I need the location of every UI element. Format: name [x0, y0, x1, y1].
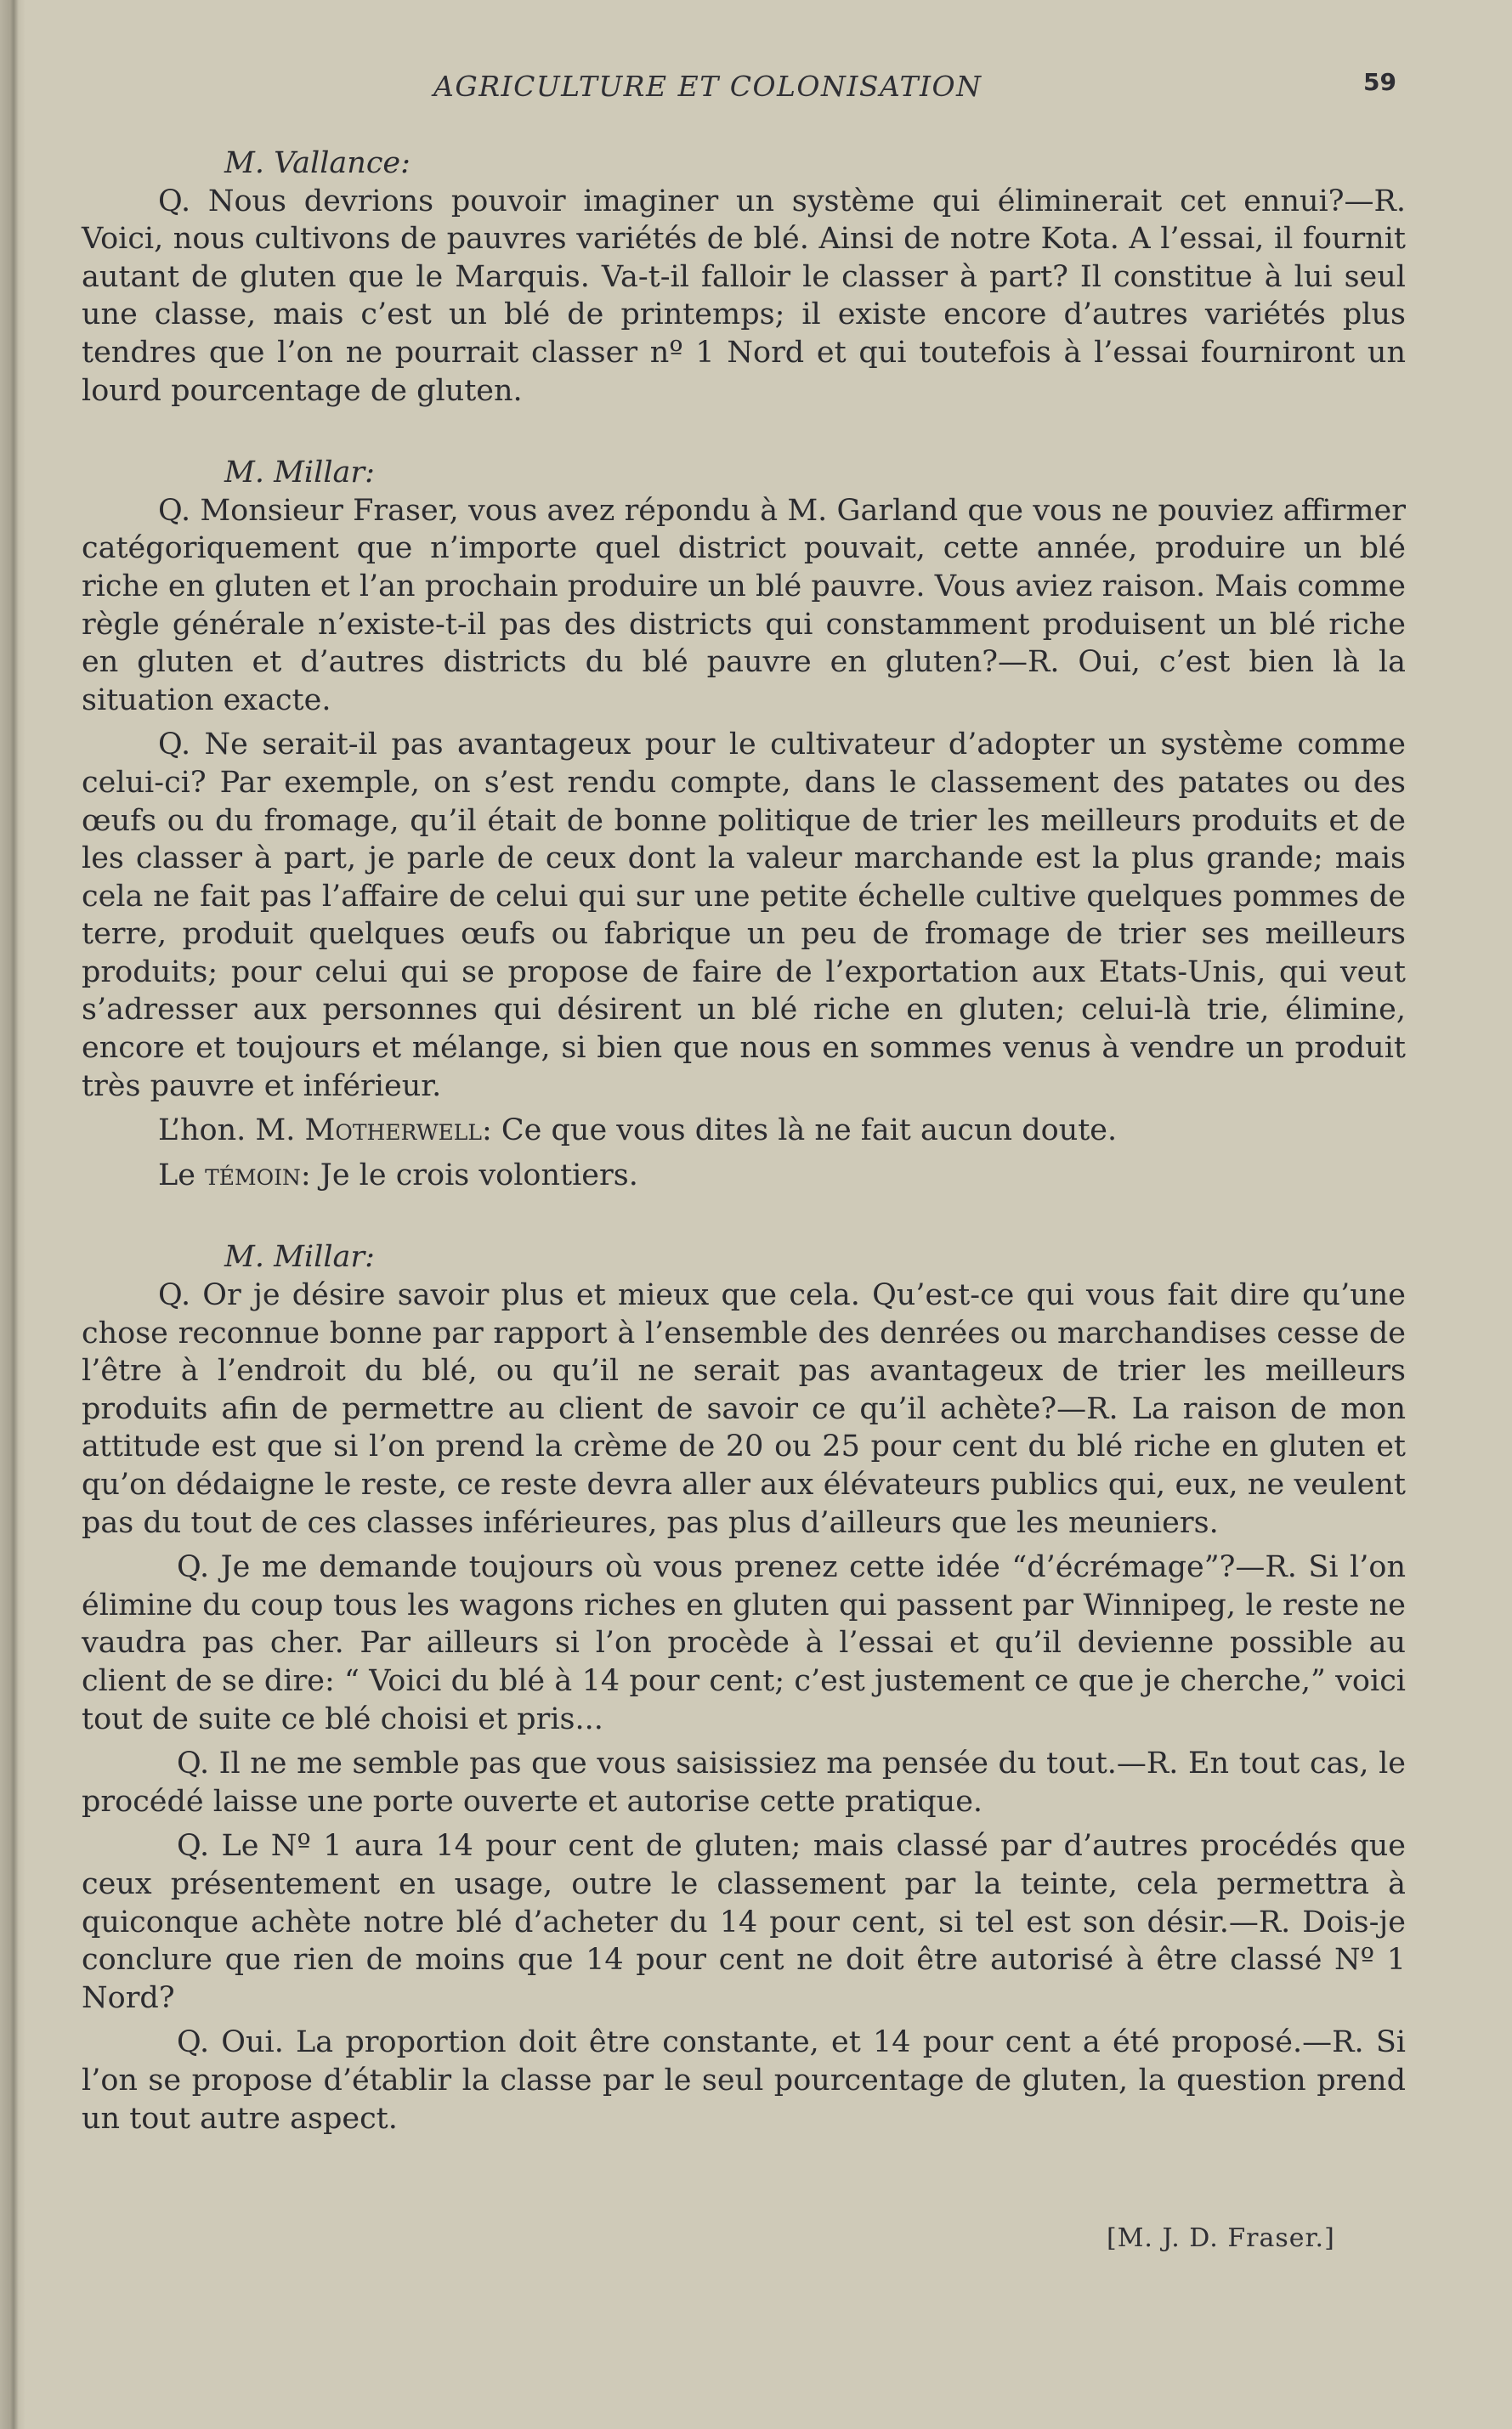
- paragraph: Q. Ne serait-il pas avantageux pour le cultivateur d’adopter un système comme celui-ci? Par exemple, on s’est rendu compte, dans le classement des patates ou des œufs ou du fromage, qu’il était de bonne politique de trier les meilleurs produits et de les classer à part, je parle de ceux dont la valeur marchande est la plus grande; mais cela ne fait pas l’affaire de celui qui sur une petite échelle cultive quelques pommes de terre, produit quelques œufs ou fabrique un peu de fromage de trier ses meilleurs produits; pour celui qui se propose de faire de l’exportation aux Etats-Unis, qui veut s’adresser aux personnes qui désirent un blé riche en gluten; celui-là trie, élimine, encore et toujours et mélange, si bien que nous en sommes venus à vendre un produit très pauvre et inférieur.: [82, 728, 1406, 1103]
- paragraph: Q. Il ne me semble pas que vous saisissiez ma pensée du tout.—R. En tout cas, le procédé laisse une porte ouverte et autorise cette pratique.: [82, 1747, 1406, 1819]
- running-header: AGRICULTURE ET COLONISATION: [433, 70, 983, 103]
- statement: : Ce que vous dites là ne fait aucun doute.: [481, 1113, 1118, 1148]
- paragraph: Q. Monsieur Fraser, vous avez répondu à M. Garland que vous ne pouviez affirmer catégoriquement que n’importe quel district pouvait, cette année, produire un blé riche en gluten et l’an prochain produire un blé pauvre. Vous aviez raison. Mais comme règle générale n’existe-t-il pas des districts qui constamment produisent un blé riche en gluten et d’autres districts du blé pauvre en gluten?—R. Oui, c’est bien là la situation exacte.: [82, 493, 1406, 717]
- speaker-prefix: Le: [158, 1158, 206, 1192]
- body-text: [82, 144, 1406, 2137]
- statement: : Je le crois volontiers.: [300, 1158, 638, 1192]
- paragraph: Q. Oui. La proportion doit être constante, et 14 pour cent a été proposé.—R. Si l’on se propose d’établir la classe par le seul pourcentage de gluten, la question prend un tout autre aspect.: [82, 2025, 1406, 2136]
- speaker-label: M. Millar:: [224, 1240, 375, 1275]
- paragraph: [82, 1112, 1406, 1150]
- paragraph: Q. Le Nº 1 aura 14 pour cent de gluten; mais classé par d’autres procédés que ceux présentement en usage, outre le classement par la teinte, cela permettra à quiconque achète notre blé d’acheter du 14 pour cent, si tel est son désir.—R. Dois-je conclure que rien de moins que 14 pour cent ne doit être autorisé à être classé Nº 1 Nord?: [82, 1829, 1406, 2015]
- paragraph: Q. Nous devrions pouvoir imaginer un système qui éliminerait cet ennui?—R. Voici, nous cultivons de pauvres variétés de blé. Ainsi de notre Kota. A l’essai, il fournit autant de gluten que le Marquis. Va-t-il falloir le classer à part? Il constitue à lui seul une classe, mais c’est un blé de printemps; il existe encore d’autres variétés plus tendres que l’on ne pourrait classer nº 1 Nord et qui toutefois à l’essai fourniront un lourd pourcentage de gluten.: [82, 184, 1406, 408]
- speaker-name: témoin: [205, 1158, 301, 1192]
- witness-signature: [M. J. D. Fraser.]: [1107, 2223, 1335, 2253]
- speaker-label: M. Vallance:: [224, 146, 411, 180]
- speaker-label: M. Millar:: [224, 456, 375, 490]
- speaker-prefix: L’hon. M.: [158, 1113, 305, 1148]
- page-number: 59: [1363, 68, 1396, 96]
- paragraph: [82, 1157, 1406, 1195]
- speaker-name: Motherwell: [304, 1113, 482, 1148]
- paragraph: Q. Je me demande toujours où vous prenez cette idée “d’écrémage”?—R. Si l’on élimine du coup tous les wagons riches en gluten qui passent par Winnipeg, le reste ne vaudra pas cher. Par ailleurs si l’on procède à l’essai et qu’il devienne possible au client de se dire: “ Voici du blé à 14 pour cent; c’est justement ce que je cherche,” voici tout de suite ce blé choisi et pris...: [82, 1550, 1406, 1736]
- paragraph: Q. Or je désire savoir plus et mieux que cela. Qu’est-ce qui vous fait dire qu’une chose reconnue bonne par rapport à l’ensemble des denrées ou marchandises cesse de l’être à l’endroit du blé, ou qu’il ne serait pas avantageux de trier les meilleurs produits afin de permettre au client de savoir ce qu’il achète?—R. La raison de mon attitude est que si l’on prend la crème de 20 ou 25 pour cent du blé riche en gluten et qu’on dédaigne le reste, ce reste devra aller aux élévateurs publics qui, eux, ne veulent pas du tout de ces classes inférieures, pas plus d’ailleurs que les meuniers.: [82, 1278, 1406, 1540]
